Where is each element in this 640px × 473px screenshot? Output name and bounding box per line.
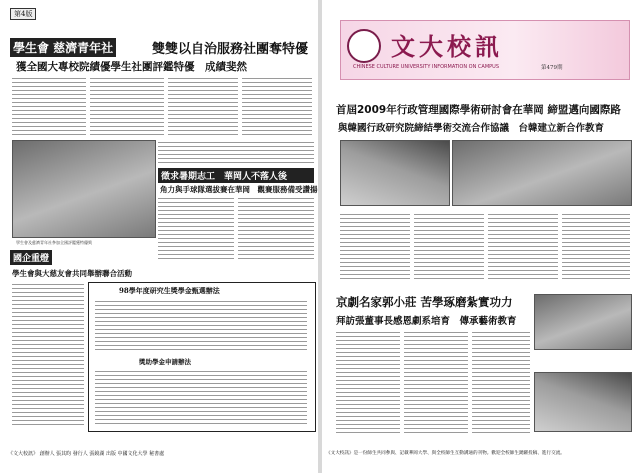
story1-text-col5 [158,140,314,164]
story1-text-col3 [168,76,238,138]
right-story1-photo1 [340,140,450,206]
right-story2-text-col2 [404,330,468,436]
right-story1-text-col1 [340,212,410,282]
right-story2-photo1 [534,294,632,350]
notice-body-2 [95,369,307,425]
masthead-subtitle: CHINESE CULTURE UNIVERSITY INFORMATION ON CAMPUS [353,64,499,70]
story1-text-col4 [242,76,312,138]
right-page [322,6,636,466]
page-number: 第4版 [10,8,36,20]
university-seal-icon [347,29,381,63]
story1-text-col2 [90,76,164,138]
story1-tag: 學生會 慈濟青年社 [10,38,116,57]
story1-headline: 雙雙以自治服務社團奪特優 [152,42,309,57]
right-story2-text-col1 [336,330,400,436]
story3-subhead: 學生會與大慈友會共同舉辦聯合活動 [12,269,132,278]
story2-text-col2 [238,196,314,262]
right-story1-subhead: 與韓國行政研究院締結學術交流合作協議 台韓建立新合作教育 [338,123,605,134]
story1-text-col1 [12,76,86,138]
notice-body-1 [95,299,307,353]
issue-number: 第479期 [541,65,563,71]
notice-title: 98學年度研究生獎學金甄選辦法 [119,286,220,295]
story1-subhead: 獲全國大專校院績優學生社團評鑑特優 成績斐然 [16,61,247,73]
story2-headline: 徵求暑期志工 華岡人不落人後 [158,168,314,183]
left-page [4,6,318,466]
story3-tag: 國企重燈 [10,250,52,265]
right-story2-text-col3 [472,330,530,436]
right-story2-photo2 [534,372,632,432]
right-story1-text-col3 [488,212,558,282]
right-story2-subhead: 拜訪張董事長感恩劇系培育 傳承藝術教育 [336,316,517,327]
right-story2-headline: 京劇名家郭小莊 苦學琢磨紮實功力 [336,295,513,309]
left-footer: 《文大校訊》 創辦人 張其昀 發行人 張鏡湖 出版 中國文化大學 秘書處 [8,451,165,457]
story3-text-col1 [12,282,84,428]
right-story1-text-col2 [414,212,484,282]
notice-subtitle: 獎助學金申請辦法 [139,358,191,366]
story1-photo [12,140,156,238]
right-story1-photo2 [452,140,632,206]
right-footer: 《文大校訊》是一份師生共同參與、記載華岡大學、與全校師生互動溝通的刊物。歡迎全校師生踴躍投稿、進行交流。 [326,451,565,456]
masthead-title: 文大校訊 [391,32,503,61]
right-story1-headline: 首屆2009年行政管理國際學術研討會在華岡 締盟邁向國際路 [336,104,621,116]
notice-box [88,282,316,432]
right-story1-text-col4 [562,212,630,282]
story2-text-col1 [158,196,234,262]
story2-subhead: 角力與手球隊選拔賽在華岡 觀賽服務備受讚揚 [160,185,318,194]
story1-photo-caption: 學生會及慈濟青年社參加全國評鑑獲特優獎 [16,240,92,245]
masthead [340,20,630,80]
